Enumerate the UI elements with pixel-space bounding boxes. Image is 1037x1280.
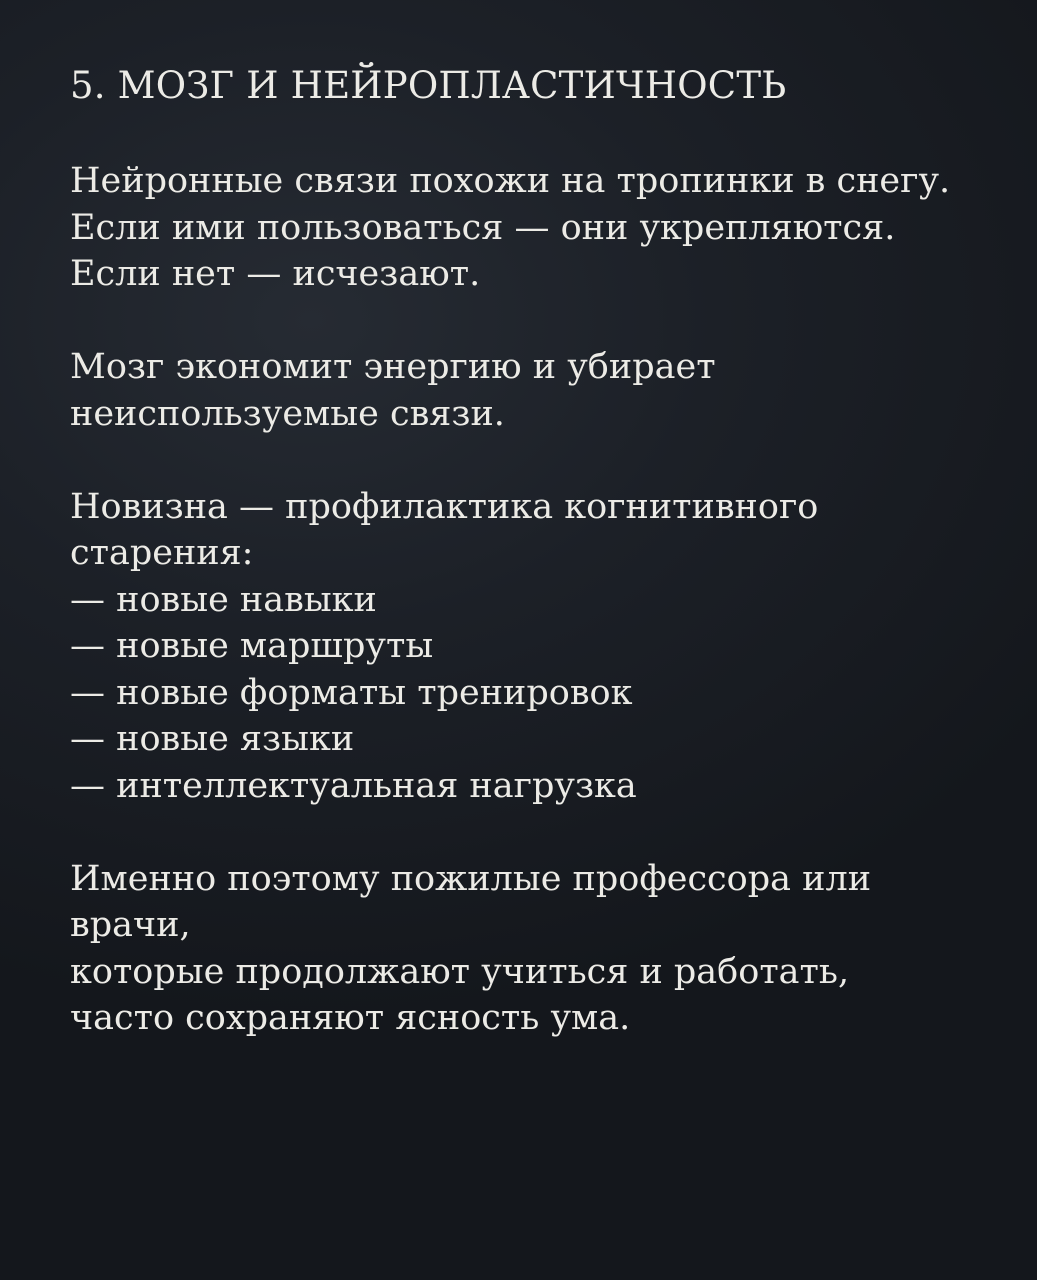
- paragraph-spacer: [70, 298, 1000, 345]
- paragraph-conclusion: [70, 856, 1000, 1042]
- text-line: Именно поэтому пожилые профессора или: [70, 858, 872, 899]
- paragraph-neural-paths: [70, 158, 1000, 298]
- paragraph-energy: [70, 344, 1000, 437]
- paragraph-novelty: [70, 484, 1000, 810]
- text-line: Если ими пользоваться — они укрепляются.: [70, 207, 896, 248]
- list-item: — новые форматы тренировок: [70, 672, 633, 713]
- list-item: — интеллектуальная нагрузка: [70, 765, 637, 806]
- paragraph-spacer: [70, 437, 1000, 484]
- novelty-list: [70, 577, 1000, 810]
- list-item: — новые навыки: [70, 579, 377, 620]
- text-line: Если нет — исчезают.: [70, 254, 481, 294]
- text-line: Мозг экономит энергию и убирает: [70, 347, 716, 387]
- slide-content: [70, 158, 1000, 1042]
- list-item: — новые языки: [70, 719, 355, 759]
- text-line: Новизна — профилактика когнитивного: [70, 486, 819, 527]
- text-line: которые продолжают учиться и работать,: [70, 951, 850, 992]
- paragraph-spacer: [70, 809, 1000, 856]
- text-line: неиспользуемые связи.: [70, 393, 505, 434]
- text-line: часто сохраняют ясность ума.: [70, 998, 631, 1038]
- list-item: — новые маршруты: [70, 626, 434, 666]
- text-line: старения:: [70, 533, 254, 573]
- slide-title: 5. МОЗГ И НЕЙРОПЛАСТИЧНОСТЬ: [70, 64, 787, 107]
- text-line: врачи,: [70, 905, 191, 945]
- text-line: Нейронные связи похожи на тропинки в снегу.: [70, 161, 951, 201]
